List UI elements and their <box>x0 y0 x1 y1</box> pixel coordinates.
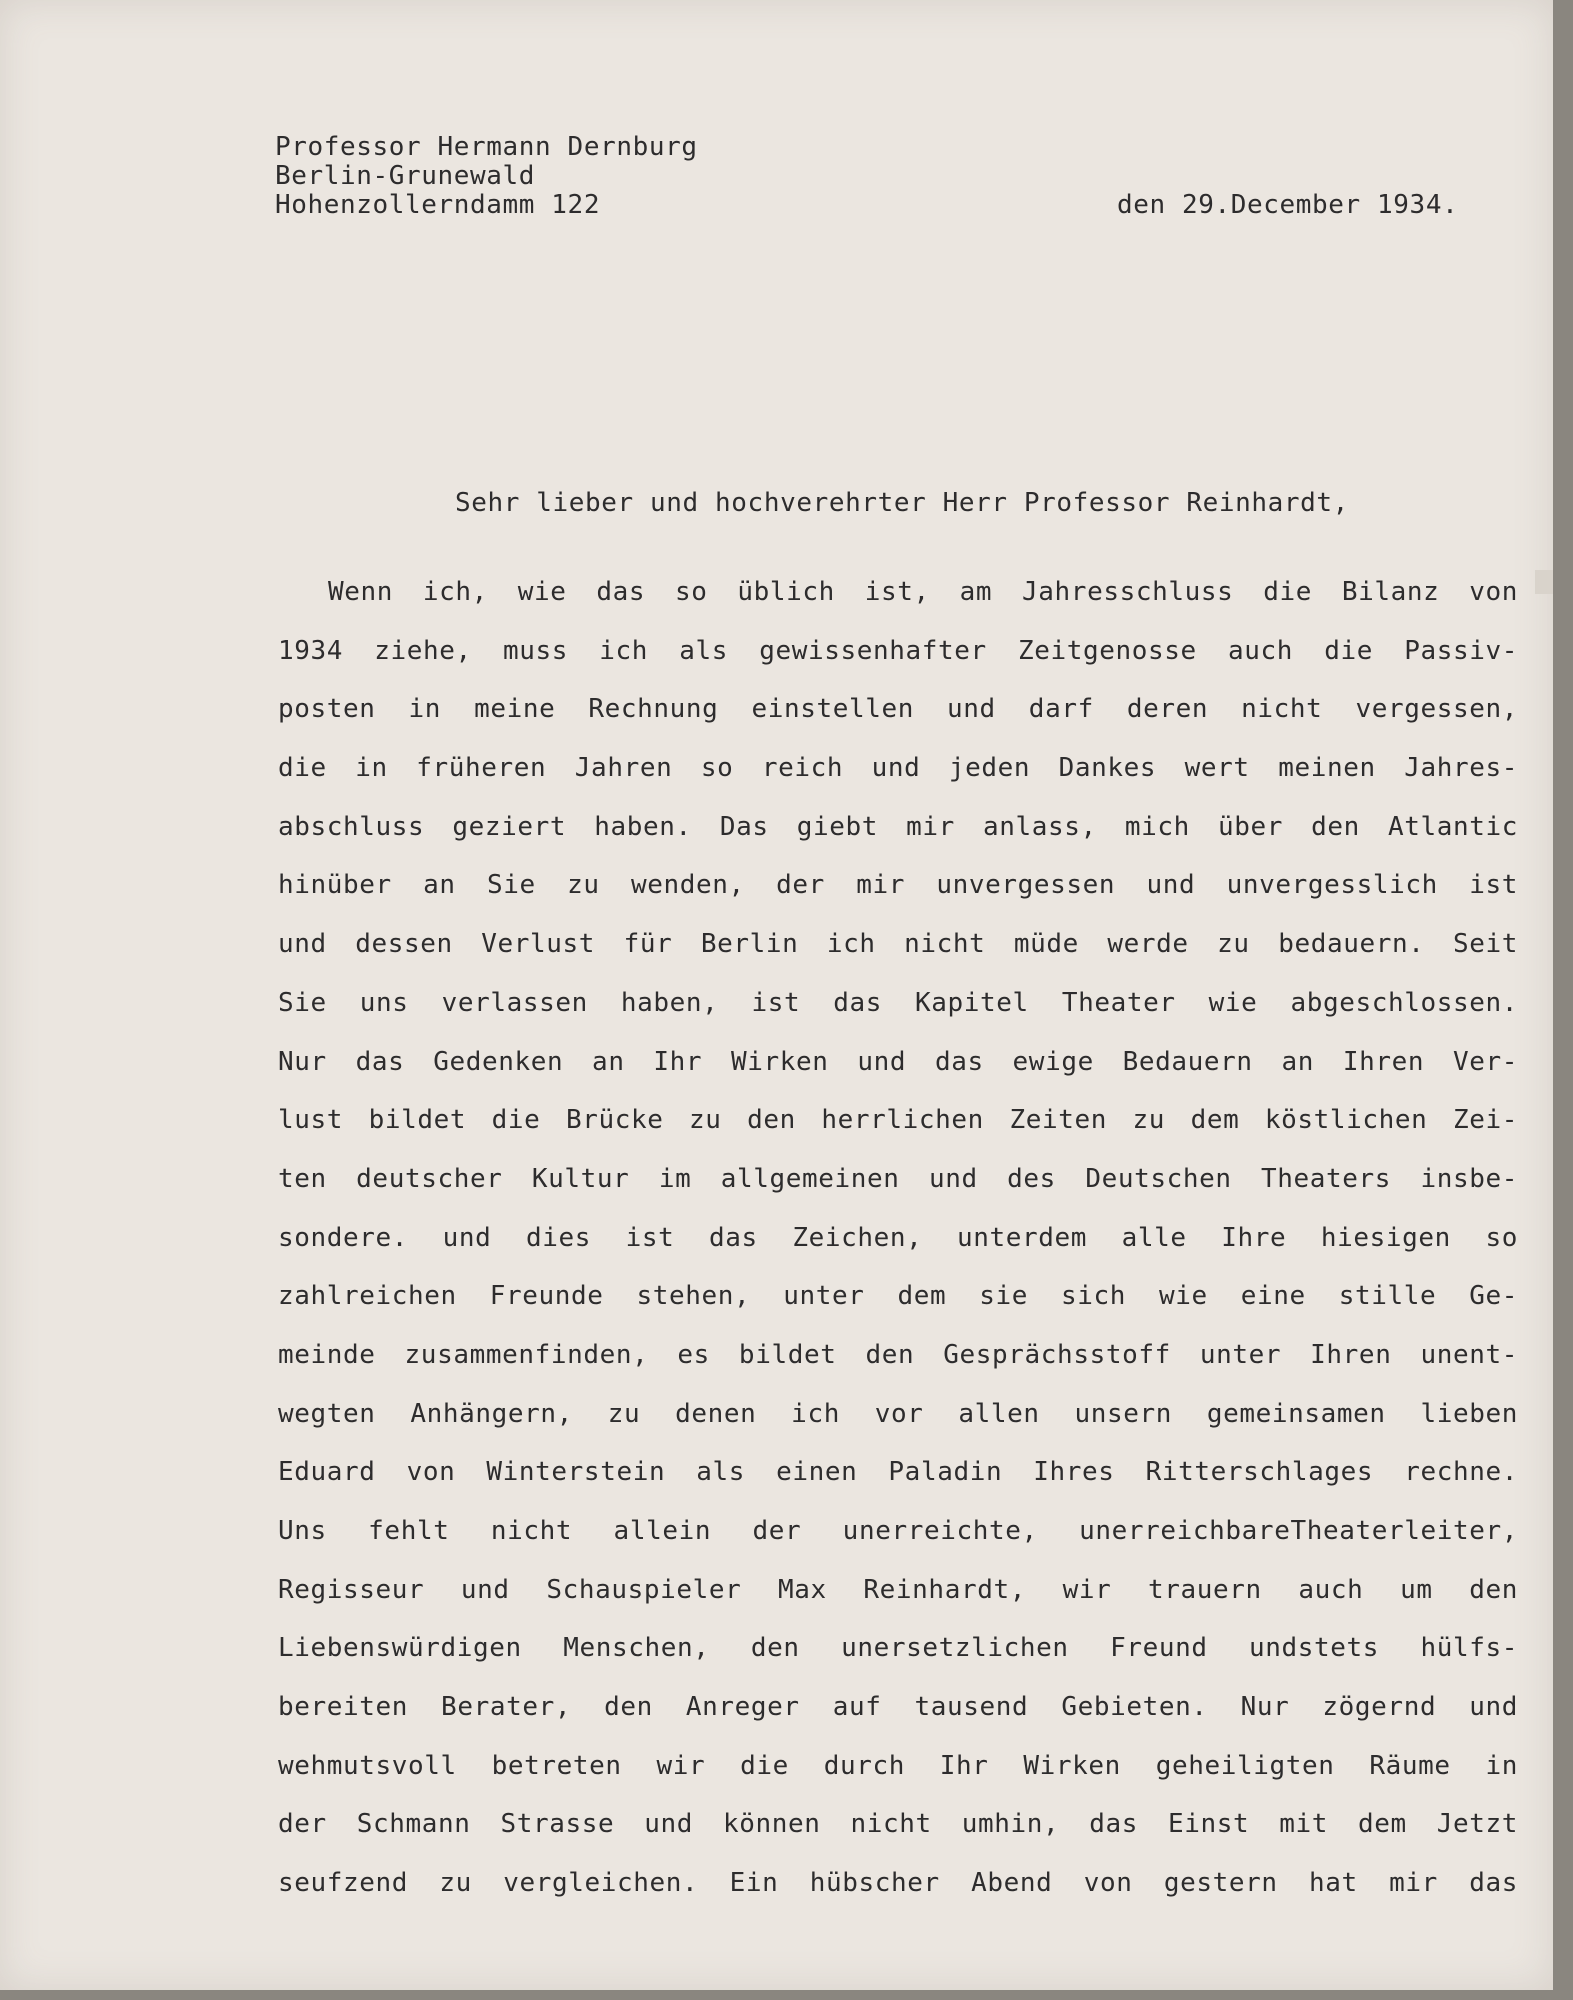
body-line: und dessen Verlust für Berlin ich nicht müde werde zu bedauern. Seit <box>278 929 1518 960</box>
body-line: Regisseur und Schauspieler Max Reinhardt, wir trauern auch um den <box>278 1574 1518 1605</box>
page-edge-notch <box>1535 570 1553 594</box>
body-line: meinde zusammenfinden, es bildet den Gesprächsstoff unter Ihren unent- <box>278 1339 1518 1370</box>
body-line: ten deutscher Kultur im allgemeinen und des Deutschen Theaters insbe- <box>278 1163 1518 1194</box>
body-line: hinüber an Sie zu wenden, der mir unvergessen und unvergesslich ist <box>278 870 1518 901</box>
body-line: wegten Anhängern, zu denen ich vor allen unsern gemeinsamen lieben <box>278 1398 1518 1429</box>
body-line: Nur das Gedenken an Ihr Wirken und das ewige Bedauern an Ihren Ver- <box>278 1046 1518 1077</box>
body-line: Sie uns verlassen haben, ist das Kapitel Theater wie abgeschlossen. <box>278 987 1518 1018</box>
sender-address <box>275 133 698 220</box>
body-line: Eduard von Winterstein als einen Paladin Ihres Ritterschlages rechne. <box>278 1457 1518 1488</box>
body-line: seufzend zu vergleichen. Ein hübscher Abend von gestern hat mir das <box>278 1868 1518 1899</box>
body-line: posten in meine Rechnung einstellen und darf deren nicht vergessen, <box>278 694 1518 725</box>
body-line: abschluss geziert haben. Das giebt mir anlass, mich über den Atlantic <box>278 811 1518 842</box>
body-line: Uns fehlt nicht allein der unerreichte, unerreichbareTheaterleiter, <box>278 1516 1518 1546</box>
body-line: der Schmann Strasse und können nicht umhin, das Einst mit dem Jetzt <box>278 1809 1518 1840</box>
body-line: die in früheren Jahren so reich und jeden Dankes wert meinen Jahres- <box>278 753 1518 784</box>
sender-street: Hohenzollerndamm 122 <box>275 190 601 220</box>
body-line: zahlreichen Freunde stehen, unter dem sie sich wie eine stille Ge- <box>278 1281 1518 1312</box>
body-line: wehmutsvoll betreten wir die durch Ihr Wirken geheiligten Räume in <box>278 1750 1518 1781</box>
sender-city: Berlin-Grunewald <box>275 161 536 191</box>
body-line: Liebenswürdigen Menschen, den unersetzlichen Freund undstets hülfs- <box>278 1633 1518 1664</box>
body-line: bereiten Berater, den Anreger auf tausend Gebieten. Nur zögernd und <box>278 1692 1518 1723</box>
body-line: sondere. und dies ist das Zeichen, unterdem alle Ihre hiesigen so <box>278 1222 1518 1253</box>
letter-date: den 29.December 1934. <box>1117 190 1459 220</box>
salutation: Sehr lieber und hochverehrter Herr Professor Reinhardt, <box>455 488 1349 518</box>
letter-body <box>278 578 1518 1928</box>
sender-name: Professor Hermann Dernburg <box>275 132 698 162</box>
body-line: Wenn ich, wie das so üblich ist, am Jahresschluss die Bilanz von <box>328 577 1518 607</box>
body-line: lust bildet die Brücke zu den herrlichen Zeiten zu dem köstlichen Zei- <box>278 1105 1518 1136</box>
body-line: 1934 ziehe, muss ich als gewissenhafter Zeitgenosse auch die Passiv- <box>278 635 1518 666</box>
